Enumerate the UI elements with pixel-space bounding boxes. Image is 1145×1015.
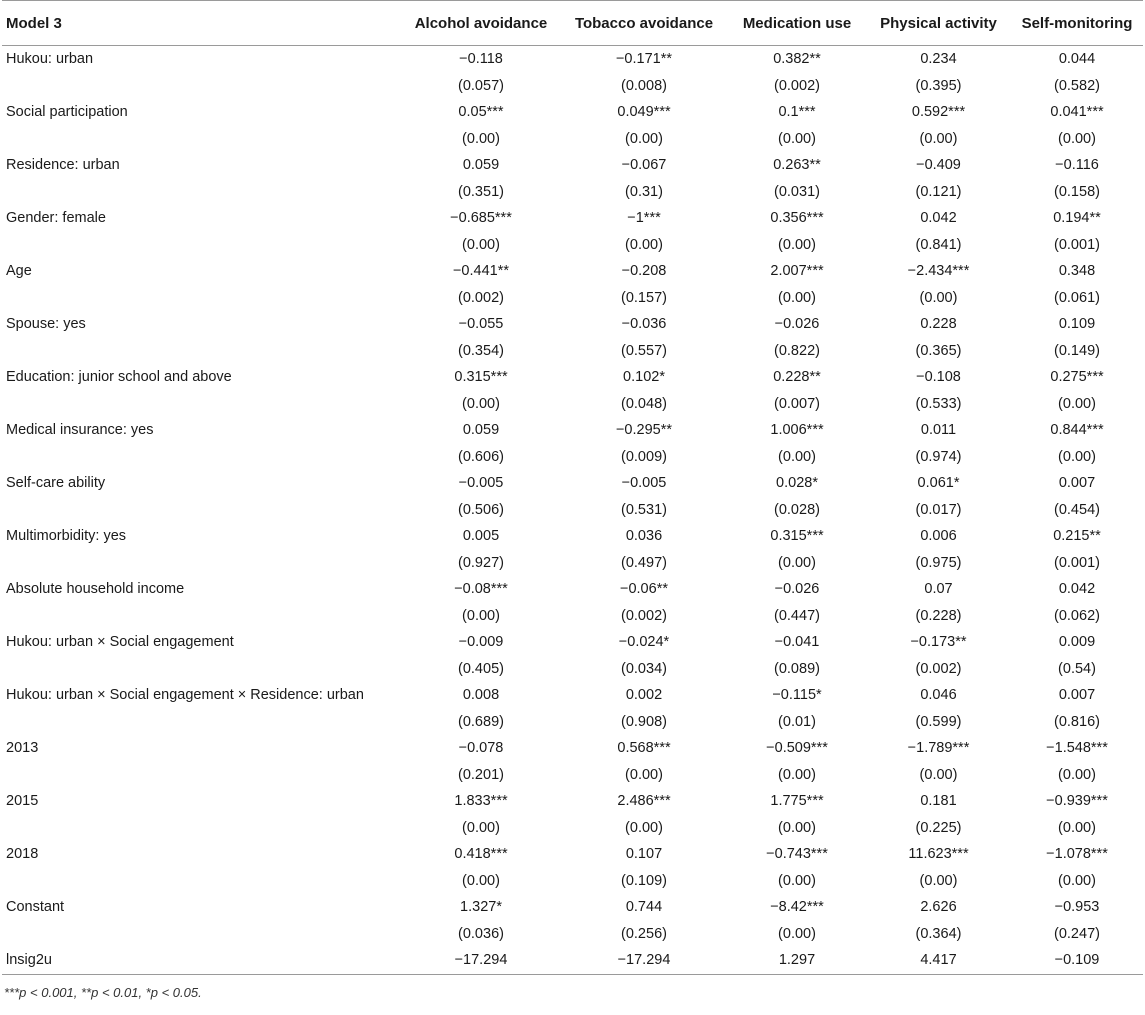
table-cell: (0.00) (1058, 448, 1096, 465)
table-cell: (0.00) (625, 236, 663, 253)
table-cell: (0.017) (915, 501, 962, 518)
row-label: Hukou: urban (6, 51, 94, 68)
table-cell: (0.00) (778, 236, 816, 253)
table-row-pvalues (2, 391, 1143, 418)
header-medication-use: Medication use (728, 1, 866, 46)
table-cell: (0.00) (919, 130, 958, 147)
row-label (2, 338, 402, 365)
table-cell: 0.194** (1053, 210, 1101, 227)
table-cell: −0.078 (458, 740, 504, 757)
table-row (2, 841, 1143, 868)
table-cell: (0.00) (1058, 766, 1096, 783)
table-row-pvalues (2, 497, 1143, 524)
header-physical-activity: Physical activity (866, 1, 1011, 46)
row-label: Social participation (6, 104, 128, 121)
table-cell: (0.002) (621, 607, 667, 624)
table-cell: (0.00) (778, 819, 816, 836)
table-cell: (0.54) (1058, 660, 1096, 677)
table-cell: 0.059 (462, 157, 500, 174)
table-cell: −0.009 (458, 634, 504, 651)
table-cell: 0.263** (773, 157, 821, 174)
table-cell: (0.01) (778, 713, 816, 730)
table-row-pvalues (2, 285, 1143, 312)
table-row (2, 894, 1143, 921)
table-cell: 0.744 (625, 899, 663, 916)
table-cell: (0.00) (778, 766, 816, 783)
table-cell: (0.405) (458, 660, 504, 677)
row-label (2, 126, 402, 153)
row-label: Hukou: urban × Social engagement (6, 634, 234, 651)
table-cell: −0.939*** (1046, 793, 1108, 810)
table-cell: (0.028) (774, 501, 820, 518)
row-label (2, 232, 402, 259)
row-label: Constant (6, 899, 65, 916)
table-cell: −0.06** (620, 581, 668, 598)
table-cell: (0.00) (778, 130, 816, 147)
table-cell: −0.115* (772, 687, 822, 704)
table-cell: (0.002) (774, 77, 820, 94)
table-row-pvalues (2, 603, 1143, 630)
row-label: Multimorbidity: yes (6, 528, 127, 545)
table-cell: −0.108 (916, 369, 961, 386)
table-row-pvalues (2, 550, 1143, 577)
table-row-pvalues (2, 868, 1143, 895)
table-row (2, 364, 1143, 391)
table-cell: −0.055 (458, 316, 504, 333)
table-row-pvalues (2, 73, 1143, 100)
table-row (2, 629, 1143, 656)
table-row (2, 523, 1143, 550)
table-cell: −1.078*** (1046, 846, 1108, 863)
row-label: Gender: female (6, 210, 106, 227)
table-cell: (0.002) (458, 289, 504, 306)
row-label (2, 391, 402, 418)
table-cell: −0.041 (774, 634, 820, 651)
table-cell: −0.118 (459, 51, 503, 68)
row-label (2, 868, 402, 895)
table-cell: (0.454) (1054, 501, 1100, 518)
table-cell: 0.315*** (454, 369, 508, 386)
table-row-pvalues (2, 921, 1143, 948)
row-label (2, 73, 402, 100)
table-cell: 0.036 (625, 528, 663, 545)
row-label (2, 709, 402, 736)
table-cell: (0.31) (625, 183, 663, 200)
table-cell: (0.061) (1054, 289, 1100, 306)
table-cell: 0.102* (623, 369, 665, 386)
table-cell: (0.395) (915, 77, 962, 94)
table-cell: −0.067 (621, 157, 667, 174)
table-cell: (0.007) (774, 395, 820, 412)
table-cell: (0.00) (462, 819, 500, 836)
table-cell: 0.044 (1058, 51, 1096, 68)
table-cell: −0.024* (618, 634, 670, 651)
table-cell: 0.007 (1058, 475, 1096, 492)
table-cell: 0.007 (1058, 687, 1096, 704)
table-cell: 0.07 (924, 581, 953, 598)
table-cell: 0.059 (462, 422, 500, 439)
table-cell: (0.228) (915, 607, 962, 624)
table-cell: (0.351) (458, 183, 504, 200)
table-row (2, 311, 1143, 338)
table-cell: (0.00) (462, 395, 500, 412)
table-cell: −0.026 (774, 581, 820, 598)
table-cell: (0.506) (458, 501, 504, 518)
table-cell: (0.225) (915, 819, 962, 836)
table-cell: 0.418*** (454, 846, 508, 863)
table-cell: (0.002) (915, 660, 962, 677)
row-label: Self-care ability (6, 475, 106, 492)
table-row-pvalues (2, 338, 1143, 365)
table-row (2, 682, 1143, 709)
table-cell: (0.00) (625, 130, 663, 147)
table-cell: (0.062) (1054, 607, 1100, 624)
table-cell: 0.234 (920, 51, 957, 68)
table-cell: (0.00) (778, 448, 816, 465)
table-cell: (0.00) (919, 289, 958, 306)
table-cell: 0.844*** (1050, 422, 1104, 439)
table-cell: 0.005 (462, 528, 500, 545)
table-row (2, 735, 1143, 762)
table-cell: (0.00) (778, 872, 816, 889)
table-row-pvalues (2, 232, 1143, 259)
table-cell: −1.789*** (907, 740, 970, 757)
table-cell: (0.149) (1054, 342, 1100, 359)
table-row (2, 788, 1143, 815)
table-cell: 0.002 (625, 687, 663, 704)
table-cell: (0.158) (1054, 183, 1100, 200)
table-cell: 4.417 (866, 947, 1011, 974)
regression-table (2, 0, 1143, 975)
row-label: Absolute household income (6, 581, 185, 598)
table-cell: 0.011 (920, 422, 957, 439)
row-label (2, 656, 402, 683)
table-cell: (0.822) (774, 342, 820, 359)
table-cell: (0.841) (915, 236, 962, 253)
row-label (2, 550, 402, 577)
table-row (2, 417, 1143, 444)
table-cell: (0.00) (462, 130, 500, 147)
table-cell: −0.953 (1054, 899, 1100, 916)
row-label: Age (6, 263, 32, 280)
header-alcohol-avoidance: Alcohol avoidance (402, 1, 560, 46)
table-cell: 0.05*** (458, 104, 504, 121)
table-cell: (0.009) (621, 448, 667, 465)
header-row (2, 1, 1143, 46)
table-cell: (0.00) (778, 289, 816, 306)
table-cell: (0.00) (1058, 819, 1096, 836)
table-cell: −0.036 (621, 316, 667, 333)
table-cell: 1.006*** (770, 422, 824, 439)
table-row (2, 152, 1143, 179)
table-cell: 0.028* (776, 475, 818, 492)
row-label (2, 179, 402, 206)
table-cell: 0.592*** (911, 104, 966, 121)
table-cell: −17.294 (560, 947, 728, 974)
table-cell: −0.509*** (766, 740, 828, 757)
row-label (2, 497, 402, 524)
table-cell: 0.046 (920, 687, 957, 704)
table-cell: −0.005 (458, 475, 504, 492)
table-cell: 11.623*** (908, 846, 969, 863)
table-cell: 2.007*** (770, 263, 824, 280)
table-cell: −17.294 (402, 947, 560, 974)
table-cell: (0.354) (458, 342, 504, 359)
table-cell: 0.275*** (1050, 369, 1104, 386)
table-cell: 1.833*** (454, 793, 508, 810)
table-cell: −0.743*** (766, 846, 828, 863)
table-cell: (0.606) (458, 448, 504, 465)
row-label (2, 444, 402, 471)
table-row (2, 576, 1143, 603)
table-cell: 0.041*** (1050, 104, 1104, 121)
table-cell: (0.533) (915, 395, 962, 412)
table-row (2, 46, 1143, 73)
table-cell: (0.048) (621, 395, 667, 412)
row-label: Spouse: yes (6, 316, 86, 333)
table-cell: −0.173** (910, 634, 967, 651)
row-label (2, 285, 402, 312)
table-cell: −0.685*** (450, 210, 512, 227)
table-cell: (0.036) (458, 925, 504, 942)
table-cell: −0.171** (615, 51, 673, 68)
header-self-monitoring: Self-monitoring (1011, 1, 1143, 46)
table-cell: 0.228** (773, 369, 821, 386)
table-cell: (0.001) (1054, 554, 1100, 571)
table-cell: (0.557) (621, 342, 667, 359)
table-cell: (0.089) (774, 660, 820, 677)
table-cell: −0.026 (774, 316, 820, 333)
table-cell: −0.005 (621, 475, 667, 492)
table-cell: (0.031) (774, 183, 820, 200)
row-label: 2018 (6, 846, 39, 863)
table-cell: −0.409 (916, 157, 961, 174)
table-cell: −0.208 (621, 263, 667, 280)
table-cell: 1.775*** (770, 793, 824, 810)
table-cell: 1.327* (460, 899, 502, 916)
table-cell: (0.121) (915, 183, 962, 200)
table-cell: (0.582) (1054, 77, 1100, 94)
table-cell: (0.00) (625, 819, 663, 836)
table-cell: (0.201) (458, 766, 504, 783)
table-cell: 0.315*** (770, 528, 824, 545)
row-label (2, 815, 402, 842)
table-cell: (0.364) (915, 925, 962, 942)
table-cell: 0.107 (625, 846, 663, 863)
table-cell: 0.348 (1058, 263, 1096, 280)
table-cell: 0.008 (462, 687, 500, 704)
table-cell: (0.057) (458, 77, 504, 94)
table-body (2, 46, 1143, 975)
row-label: Medical insurance: yes (6, 422, 154, 439)
table-cell: (0.00) (778, 554, 816, 571)
table-cell: (0.00) (1058, 872, 1096, 889)
table-cell: 0.042 (1058, 581, 1096, 598)
table-row (2, 258, 1143, 285)
table-cell: 0.009 (1058, 634, 1096, 651)
table-cell: −0.295** (615, 422, 673, 439)
table-cell: (0.109) (621, 872, 667, 889)
table-cell: (0.157) (621, 289, 667, 306)
table-cell: 0.181 (920, 793, 957, 810)
table-row-pvalues (2, 656, 1143, 683)
table-cell: (0.975) (915, 554, 962, 571)
table-cell: (0.008) (621, 77, 667, 94)
table-row (2, 205, 1143, 232)
row-label: Education: junior school and above (6, 369, 232, 386)
table-row (2, 470, 1143, 497)
row-label: Hukou: urban × Social engagement × Residence: urban (6, 687, 364, 704)
table-cell: (0.531) (621, 501, 667, 518)
row-label: Residence: urban (6, 157, 120, 174)
table-cell: 0.006 (920, 528, 957, 545)
table-cell: (0.00) (919, 766, 958, 783)
table-cell: (0.00) (1058, 395, 1096, 412)
table-cell: −8.42*** (770, 899, 824, 916)
table-cell: (0.974) (915, 448, 962, 465)
table-cell: (0.689) (458, 713, 504, 730)
table-cell: (0.256) (621, 925, 667, 942)
header-tobacco-avoidance: Tobacco avoidance (560, 1, 728, 46)
row-label: 2015 (6, 793, 39, 810)
table-cell: (0.365) (915, 342, 962, 359)
table-cell: 0.228 (920, 316, 957, 333)
table-cell: (0.00) (462, 607, 500, 624)
table-row-pvalues (2, 709, 1143, 736)
table-cell: (0.247) (1054, 925, 1100, 942)
table-cell: (0.599) (915, 713, 962, 730)
table-cell: 2.486*** (617, 793, 671, 810)
table-cell: 0.215** (1053, 528, 1101, 545)
table-cell: (0.00) (919, 872, 958, 889)
table-cell: 0.061* (917, 475, 960, 492)
table-cell: (0.908) (621, 713, 667, 730)
table-cell: 0.382** (773, 51, 821, 68)
table-cell: 1.297 (728, 947, 866, 974)
table-row (2, 947, 1143, 974)
table-cell: −0.08*** (454, 581, 508, 598)
table-row-pvalues (2, 126, 1143, 153)
table-cell: −1*** (627, 210, 661, 227)
header-model: Model 3 (2, 1, 402, 46)
table-cell: (0.00) (1058, 130, 1096, 147)
table-cell: (0.00) (625, 766, 663, 783)
table-cell: 0.049*** (617, 104, 671, 121)
table-row-pvalues (2, 444, 1143, 471)
table-cell: −0.441** (452, 263, 510, 280)
row-label (2, 921, 402, 948)
table-cell: (0.816) (1054, 713, 1100, 730)
table-row (2, 99, 1143, 126)
table-cell: 0.1*** (778, 104, 816, 121)
table-cell: (0.00) (462, 872, 500, 889)
row-label: 2013 (6, 740, 39, 757)
table-cell: 2.626 (920, 899, 957, 916)
table-cell: 0.568*** (617, 740, 671, 757)
table-cell: 0.042 (920, 210, 957, 227)
table-cell: −0.116 (1055, 157, 1099, 174)
table-row-pvalues (2, 762, 1143, 789)
table-cell: (0.001) (1054, 236, 1100, 253)
table-row-pvalues (2, 179, 1143, 206)
row-label: lnsig2u (2, 947, 402, 974)
table-cell: −1.548*** (1046, 740, 1108, 757)
table-cell: (0.00) (462, 236, 500, 253)
table-cell: (0.034) (621, 660, 667, 677)
row-label (2, 762, 402, 789)
table-row-pvalues (2, 815, 1143, 842)
row-label (2, 603, 402, 630)
table-cell: (0.447) (774, 607, 820, 624)
table-cell: (0.00) (778, 925, 816, 942)
footnote: ***p < 0.001, **p < 0.01, *p < 0.05. (4, 984, 202, 1000)
table-cell: 0.356*** (770, 210, 824, 227)
table-cell: −0.109 (1011, 947, 1143, 974)
table-cell: 0.109 (1058, 316, 1096, 333)
table-cell: (0.497) (621, 554, 667, 571)
table-cell: (0.927) (458, 554, 504, 571)
table-cell: −2.434*** (907, 263, 970, 280)
